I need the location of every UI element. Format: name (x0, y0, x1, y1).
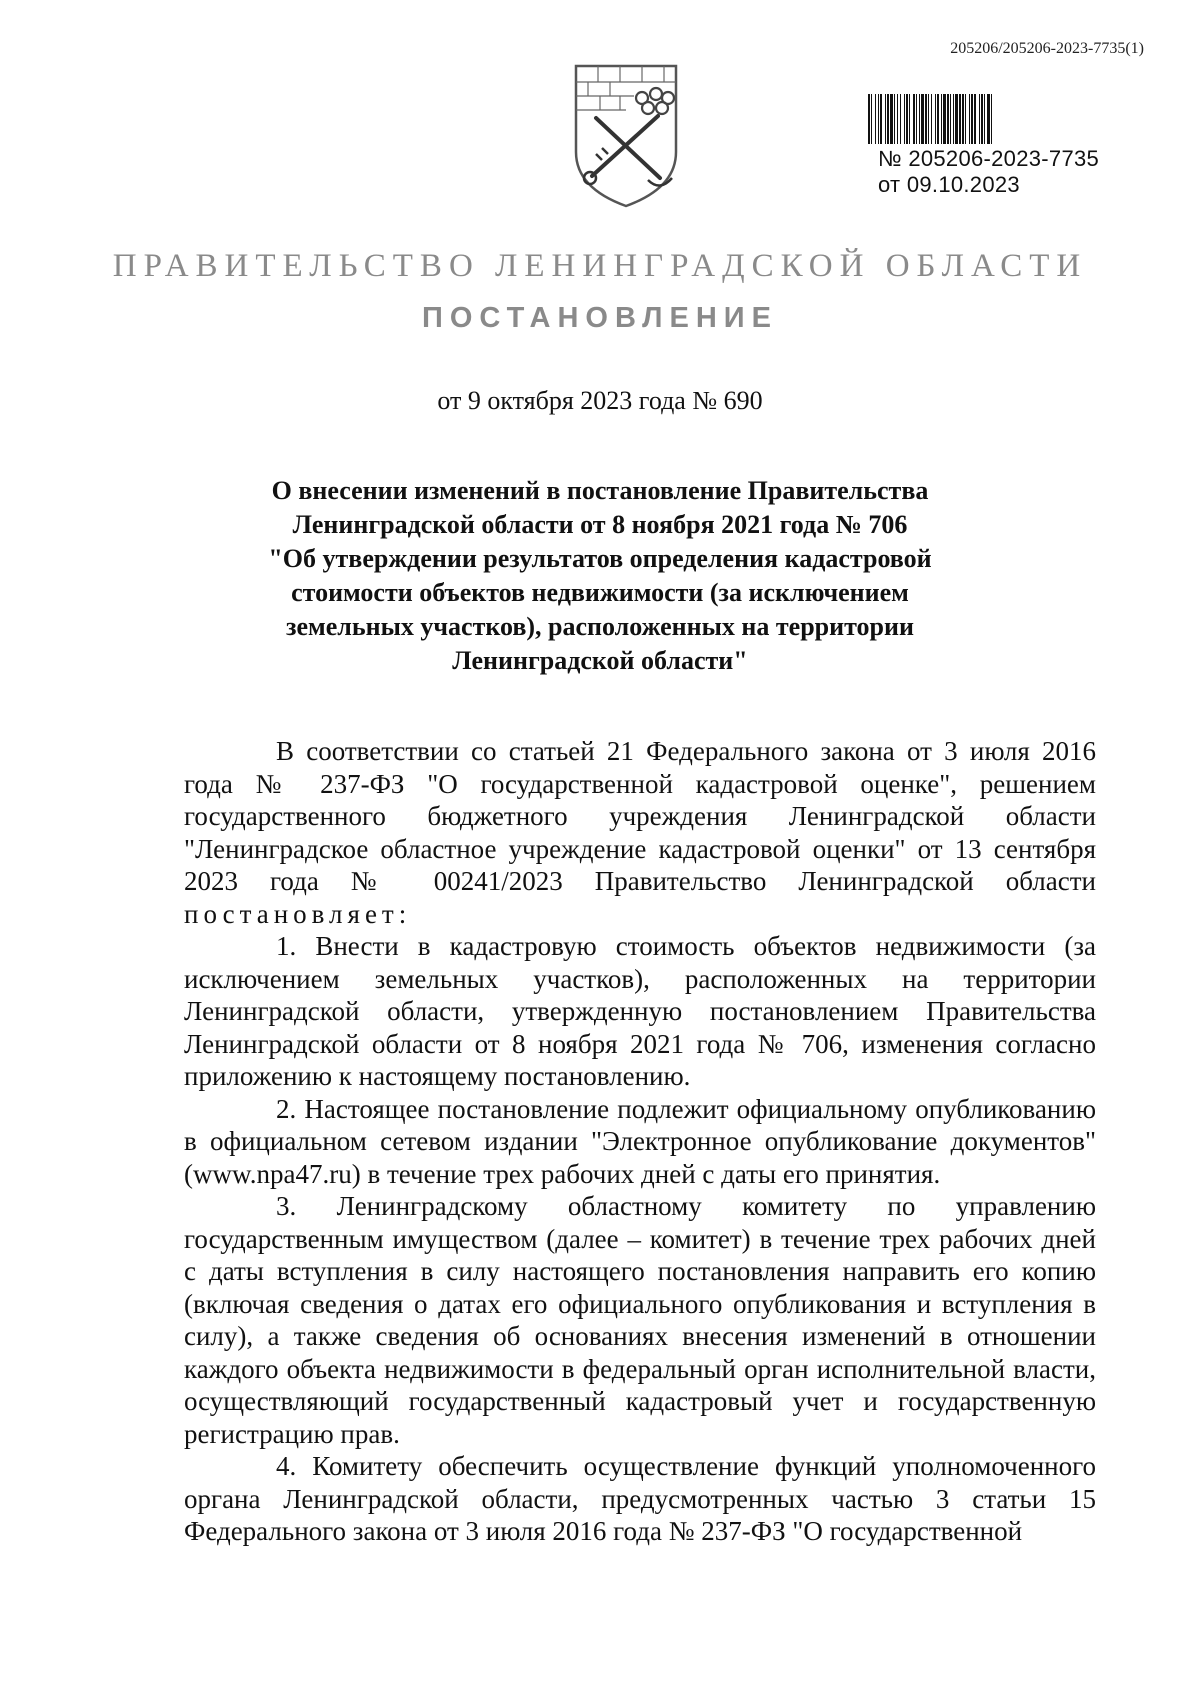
barcode (868, 94, 1126, 144)
item-2-paragraph: 2. Настоящее постановление подлежит официальному опубликованию в официальном сетевом издании "Электронное опубликование документов" (www.npa47.ru) в течение трех рабочих дней с даты его принятия. (184, 1093, 1096, 1189)
document-body (184, 735, 1096, 1548)
decree-subject (190, 474, 1010, 678)
subject-line: О внесении изменений в постановление Правительства (271, 476, 929, 505)
registration-date: от 09.10.2023 (878, 172, 1020, 197)
preamble-paragraph (184, 735, 1096, 930)
resolves-word: постановляет: (184, 898, 412, 929)
item-1-paragraph: 1. Внести в кадастровую стоимость объектов недвижимости (за исключением земельных участков), расположенных на территории Ленинградской области, утвержденную постановлением Правительства Ленинградской области от 8 ноября 2021 года № 706, изменения согласно приложению к настоящему постановлению. (184, 931, 1096, 1091)
subject-line: стоимости объектов недвижимости (за исключением (291, 578, 909, 607)
item-3-paragraph: 3. Ленинградскому областному комитету по управлению государственным имуществом (далее – комитет) в течение трех рабочих дней с даты вступления в силу настоящего постановления направить его копию (включая сведения о датах его официального опубликования и вступления в силу), а также сведения об основаниях внесения изменений в отношении каждого объекта недвижимости в федеральный орган исполнительной власти, осуществляющий государственный кадастровый учет и государственную регистрацию прав. (184, 1191, 1096, 1449)
decree-title: ПОСТАНОВЛЕНИЕ (422, 302, 778, 334)
document-id: 205206/205206-2023-7735(1) (950, 40, 1144, 57)
preamble-text: В соответствии со статьей 21 Федерального закона от 3 июля 2016 года № 237-ФЗ "О государственной кадастровой оценке", решением государственного бюджетного учреждения Ленинградской области "Ленинградское областное учреждение кадастровой оценки" от 13 сентября 2023 года № 00241/2023 Правительство Ленинградской области (184, 736, 1096, 896)
subject-line: "Об утверждении результатов определения кадастровой (268, 544, 932, 573)
subject-line: Ленинградской области от 8 ноября 2021 года № 706 (292, 510, 908, 539)
subject-line: земельных участков), расположенных на территории (286, 612, 914, 641)
item-4-paragraph: 4. Комитету обеспечить осуществление функций уполномоченного органа Ленинградской области, предусмотренных частью 3 статьи 15 Федерального закона от 3 июля 2016 года № 237-ФЗ "О государственной (184, 1451, 1096, 1546)
registration-number: № 205206-2023-7735 (878, 146, 1100, 171)
leningrad-oblast-coat-of-arms-icon (562, 60, 690, 210)
subject-line: Ленинградской области" (452, 646, 748, 675)
decree-date-number: от 9 октября 2023 года № 690 (437, 386, 763, 415)
government-title: ПРАВИТЕЛЬСТВО ЛЕНИНГРАДСКОЙ ОБЛАСТИ (112, 248, 1088, 284)
